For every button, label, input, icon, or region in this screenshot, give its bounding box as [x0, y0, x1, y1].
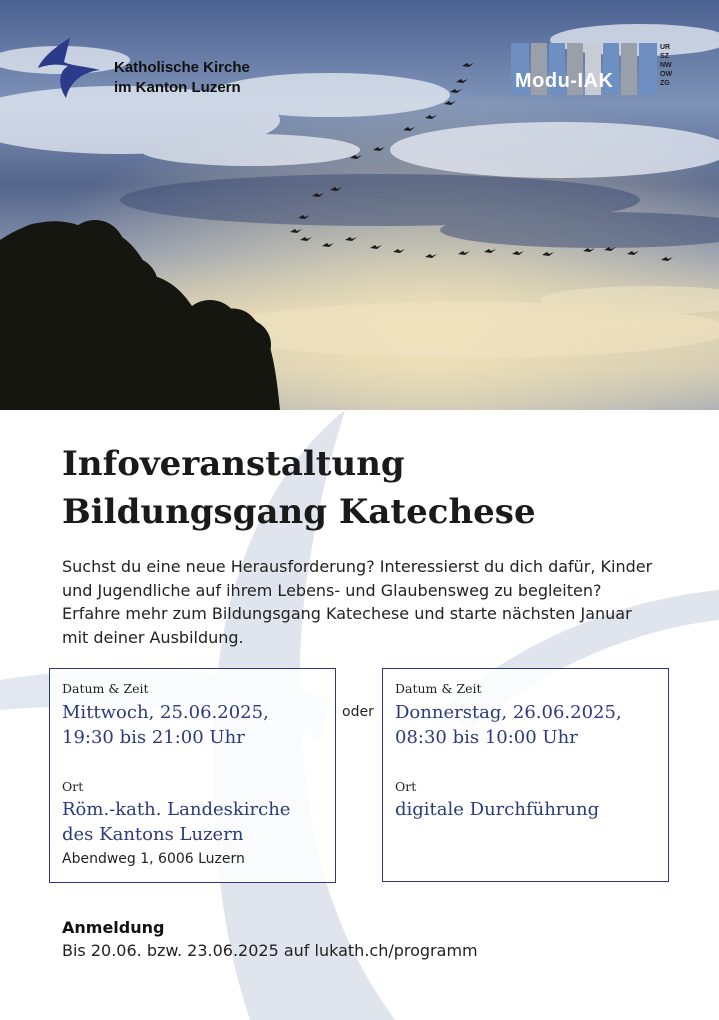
- modu-iak-cantons: UR SZ NW OW ZG: [660, 44, 673, 87]
- event-2-datetime: Donnerstag, 26.06.2025, 08:30 bis 10:00 Uhr: [395, 702, 622, 748]
- separator-text: oder: [342, 704, 374, 720]
- event-2-place: digitale Durchführung: [395, 799, 600, 820]
- registration-text: Bis 20.06. bzw. 23.06.2025 auf lukath.ch/programm: [62, 941, 478, 960]
- event-1-place-label: Ort: [62, 779, 84, 794]
- title-line2: Bildungsgang Katechese: [62, 492, 536, 532]
- event-1-address: Abendweg 1, 6006 Luzern: [62, 851, 245, 867]
- church-logo: [36, 36, 296, 102]
- event-1-datetime: Mittwoch, 25.06.2025, 19:30 bis 21:00 Uhr: [62, 702, 269, 748]
- event-2-place-label: Ort: [395, 779, 417, 794]
- event-card-2: [382, 668, 669, 882]
- event-1-datetime-label: Datum & Zeit: [62, 681, 149, 696]
- hero-photo: [0, 0, 719, 410]
- page-title: [62, 440, 536, 536]
- modu-iak-text: Modu-IAK: [515, 70, 614, 92]
- church-logo-line2: im Kanton Luzern: [114, 79, 241, 96]
- event-1-place: Röm.-kath. Landeskirche des Kantons Luzern: [62, 799, 291, 845]
- church-logo-mark-icon: [36, 36, 106, 102]
- title-line1: Infoveranstaltung: [62, 444, 405, 484]
- event-card-1: [49, 668, 336, 883]
- registration-title: Anmeldung: [62, 918, 165, 937]
- intro-paragraph: Suchst du eine neue Herausforderung? Interessierst du dich dafür, Kinder und Jugendliche auf ihrem Lebens- und Glaubensweg zu begleiten? Erfahre mehr zum Bildungsgang Katechese und starte nächsten Januar mit deiner Ausbildung.: [62, 557, 653, 647]
- church-logo-line1: Katholische Kirche: [114, 59, 250, 76]
- event-2-datetime-label: Datum & Zeit: [395, 681, 482, 696]
- modu-iak-logo: [511, 43, 676, 95]
